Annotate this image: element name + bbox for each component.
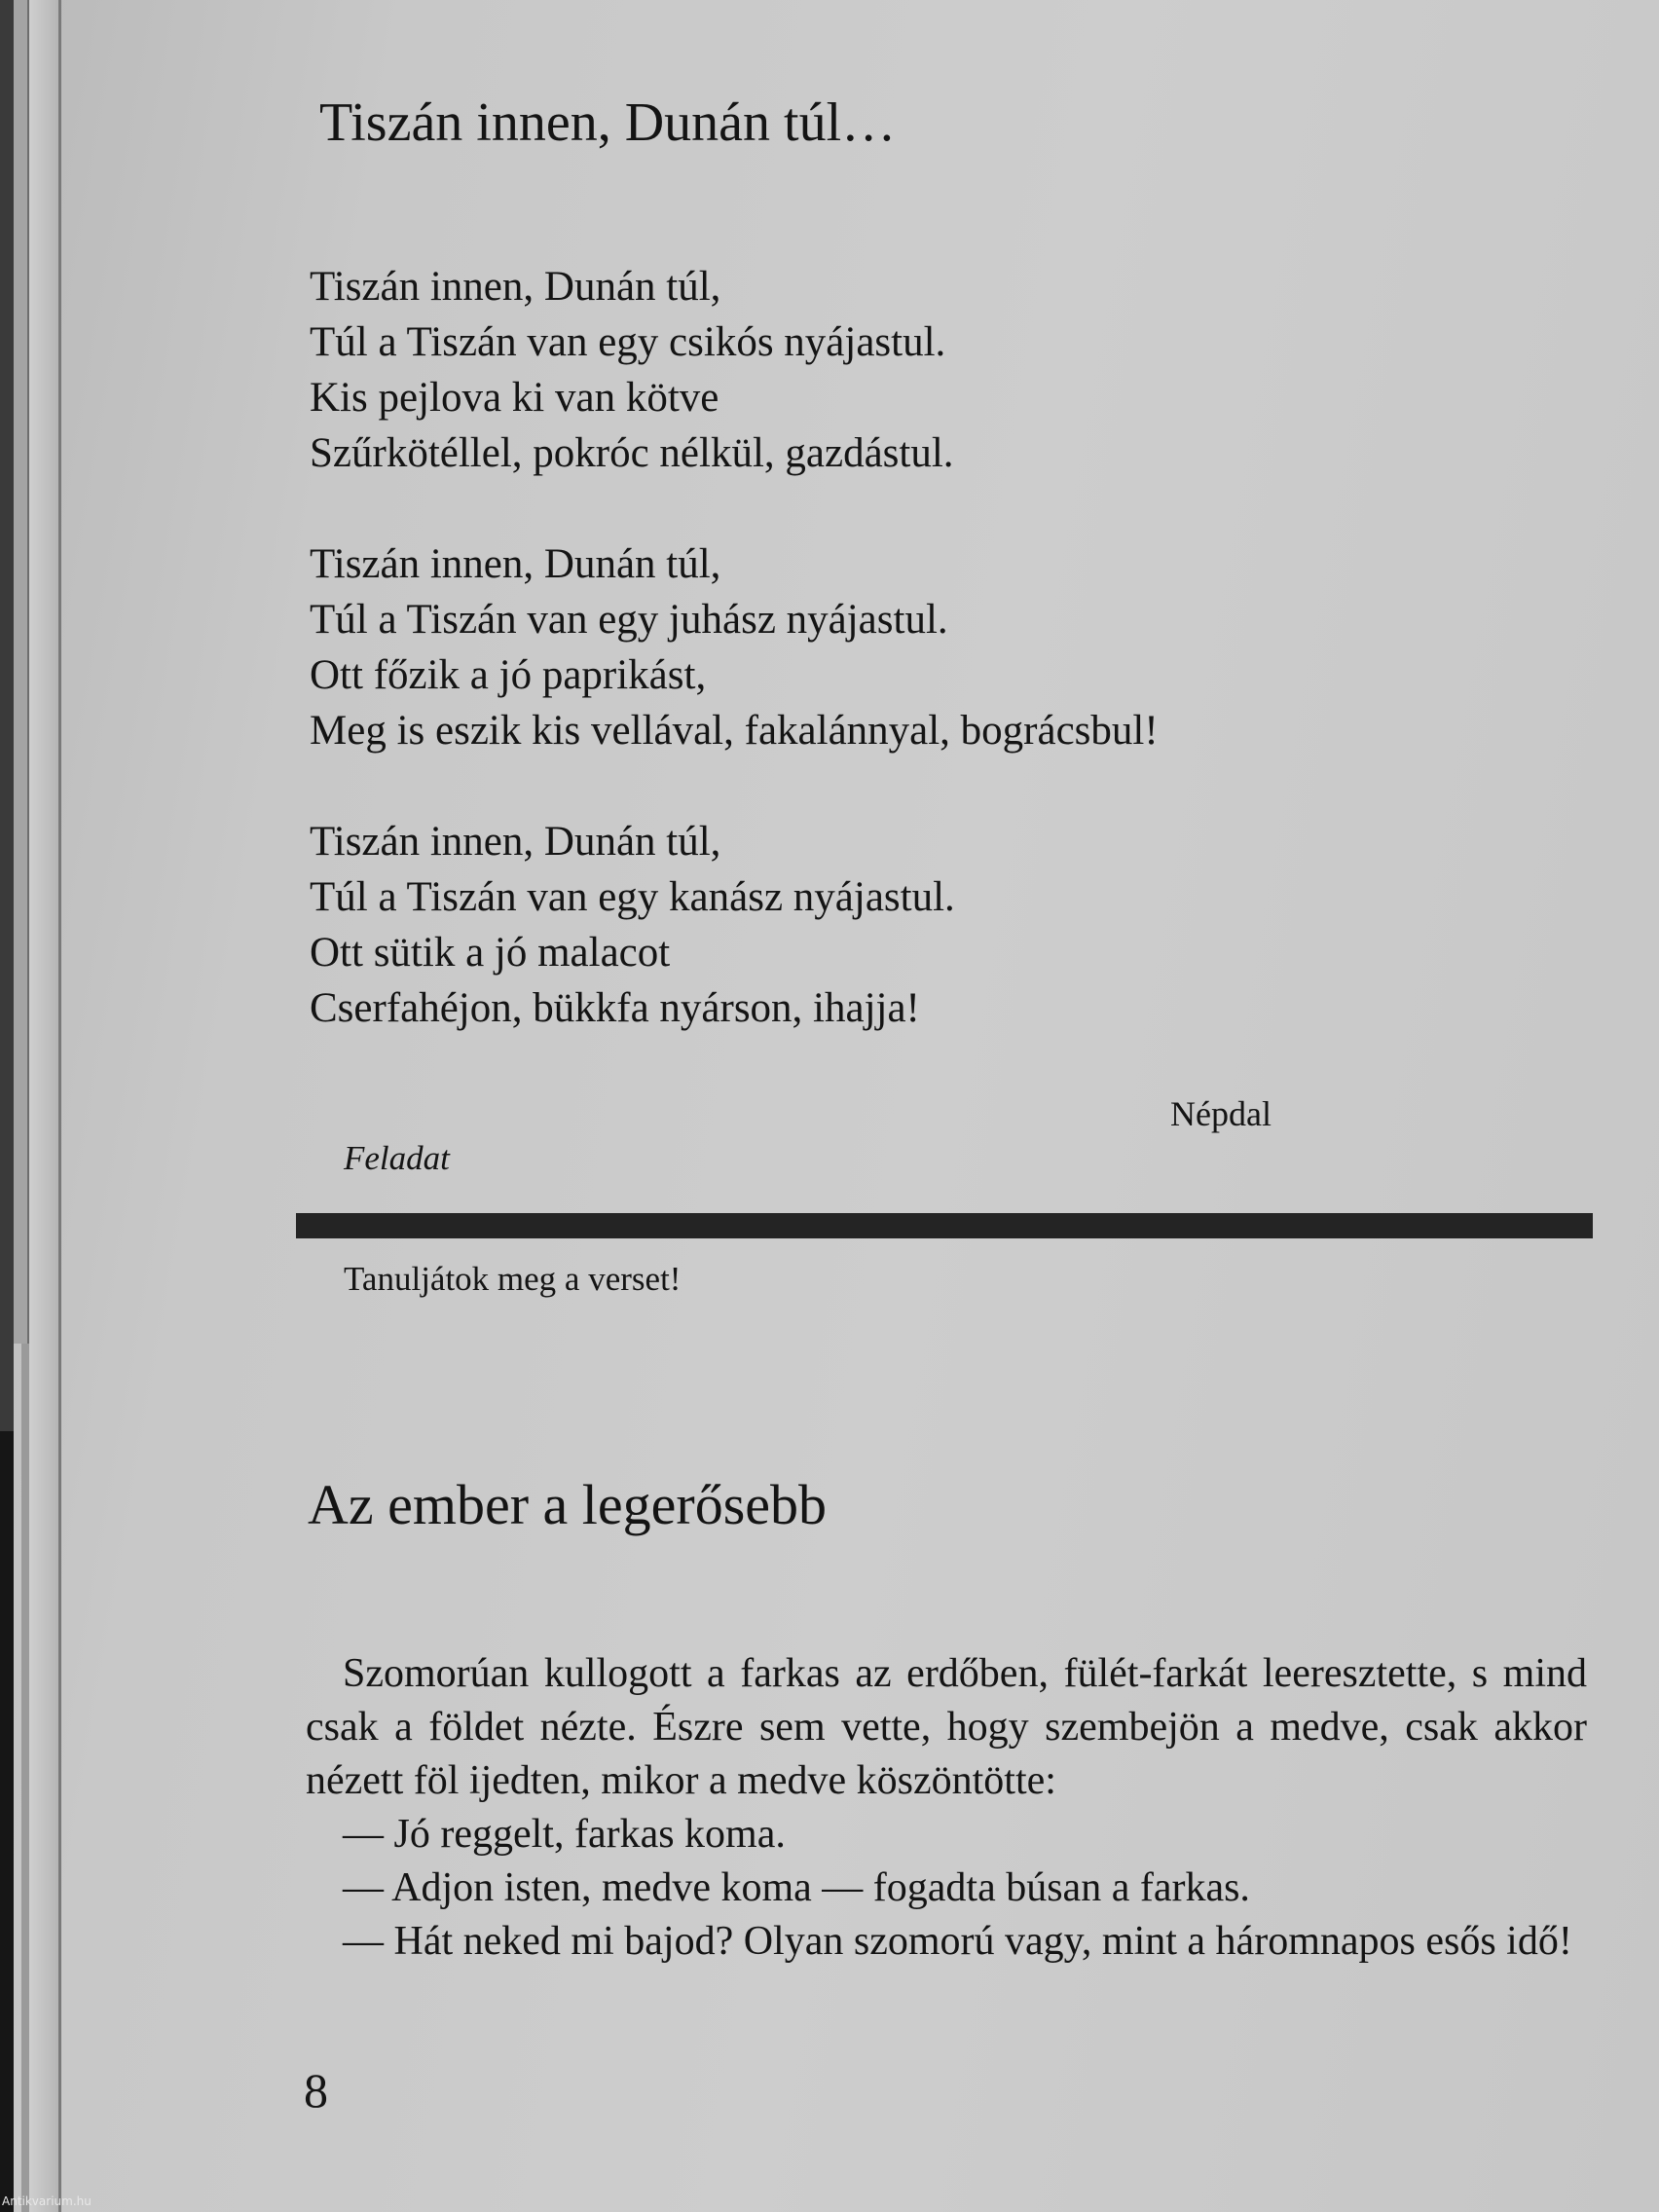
poem-line: Cserfahéjon, bükkfa nyárson, ihajja!: [310, 985, 920, 1031]
page-gutter: [29, 0, 61, 2212]
poem-line: Túl a Tiszán van egy csikós nyájastul.: [310, 319, 946, 365]
story-dialogue-line: — Jó reggelt, farkas koma.: [343, 1812, 786, 1857]
page-edge-strip: [14, 0, 29, 1344]
poem-line: Tiszán innen, Dunán túl,: [310, 819, 721, 865]
story-body: [306, 1647, 1587, 1969]
watermark: Antikvarium.hu: [2, 2194, 92, 2208]
task-label: Feladat: [344, 1139, 450, 1177]
story-title: Az ember a legerősebb: [308, 1473, 828, 1536]
poem-line: Túl a Tiszán van egy juhász nyájastul.: [310, 597, 948, 643]
poem-line: Tiszán innen, Dunán túl,: [310, 541, 721, 587]
task-divider-bar: [296, 1213, 1593, 1238]
poem-line: Ott főzik a jó paprikást,: [310, 652, 707, 698]
poem-stanza: [310, 259, 1159, 481]
binding-edge-lower: [0, 1431, 14, 2212]
poem-line: Meg is eszik kis vellával, fakalánnyal, bográcsbul!: [310, 708, 1159, 754]
story-dialogue-line: — Hát neked mi bajod? Olyan szomorú vagy, mint a háromnapos esős idő!: [343, 1919, 1572, 1964]
poem-line: Ott sütik a jó malacot: [310, 930, 671, 976]
task-text: Tanuljátok meg a verset!: [344, 1260, 682, 1298]
poem-author: Népdal: [1170, 1094, 1272, 1133]
poem-stanza: [310, 814, 1159, 1036]
poem-title: Tiszán innen, Dunán túl…: [319, 92, 897, 153]
poem-line: Kis pejlova ki van kötve: [310, 375, 719, 421]
story-paragraph: Szomorúan kullogott a farkas az erdőben, fülét-farkát leeresztette, s mind csak a földet nézte. Észre sem vette, hogy szembejön a medve, csak akkor nézett föl ijedten, mikor a medve köszöntötte:: [306, 1651, 1587, 1803]
poem-line: Szűrkötéllel, pokróc nélkül, gazdástul.: [310, 430, 954, 476]
poem-line: Túl a Tiszán van egy kanász nyájastul.: [310, 874, 955, 920]
poem-stanza: [310, 536, 1159, 758]
poem-line: Tiszán innen, Dunán túl,: [310, 264, 721, 310]
story-dialogue-line: — Adjon isten, medve koma — fogadta búsan a farkas.: [343, 1865, 1250, 1910]
page-number: 8: [304, 2063, 328, 2118]
poem-body: [310, 259, 1159, 1091]
